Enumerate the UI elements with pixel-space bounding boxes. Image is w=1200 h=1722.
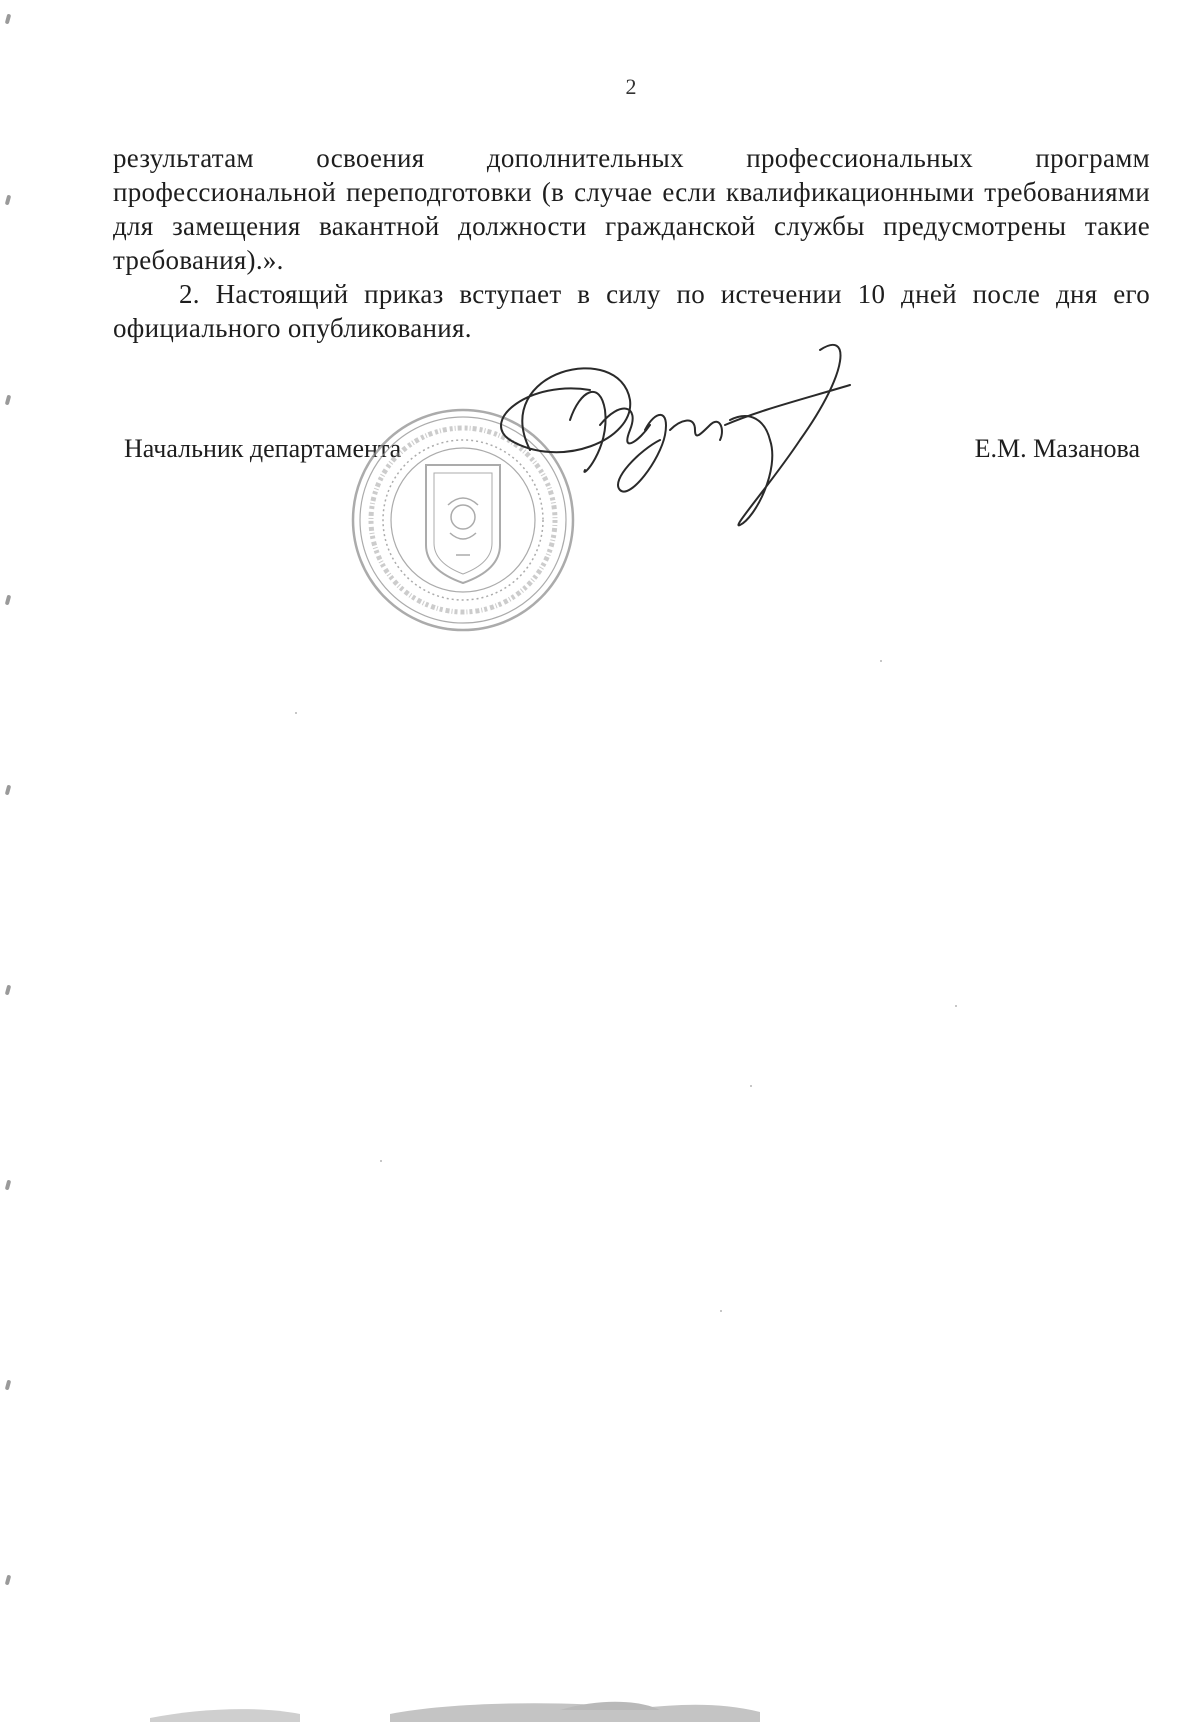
scan-mark bbox=[5, 1575, 11, 1586]
handwritten-signature bbox=[470, 330, 890, 560]
scan-mark bbox=[5, 14, 11, 25]
page-number: 2 bbox=[625, 74, 637, 99]
signer-name: Е.М. Мазанова bbox=[974, 434, 1140, 463]
scan-speck bbox=[880, 660, 882, 662]
signer-position: Начальник департамента bbox=[124, 434, 402, 463]
paragraph-continuation: результатам освоения дополнительных профессиональных программ профессиональной переподготовки (в случае если квалификационными требованиями для замещения вакантной должности гражданской службы предусмотрены такие требования).». bbox=[113, 143, 1150, 275]
signature-block bbox=[0, 0, 1200, 700]
scan-mark bbox=[5, 985, 11, 996]
paragraph-effective-date: 2. Настоящий приказ вступает в силу по истечении 10 дней после дня его официального опубликования. bbox=[113, 279, 1150, 343]
scan-speck bbox=[720, 1310, 722, 1312]
scan-mark bbox=[5, 395, 11, 406]
scan-bottom-edge bbox=[0, 1688, 1200, 1722]
scan-margin-marks bbox=[0, 0, 30, 1722]
scan-mark bbox=[5, 1180, 11, 1191]
scan-mark bbox=[5, 1380, 11, 1391]
scan-speck bbox=[380, 1160, 382, 1162]
scan-mark bbox=[5, 785, 11, 796]
scan-mark bbox=[5, 595, 11, 606]
scan-speck bbox=[750, 1085, 752, 1087]
scan-mark bbox=[5, 195, 11, 206]
scan-speck bbox=[955, 1005, 957, 1007]
scan-speck bbox=[295, 712, 297, 714]
